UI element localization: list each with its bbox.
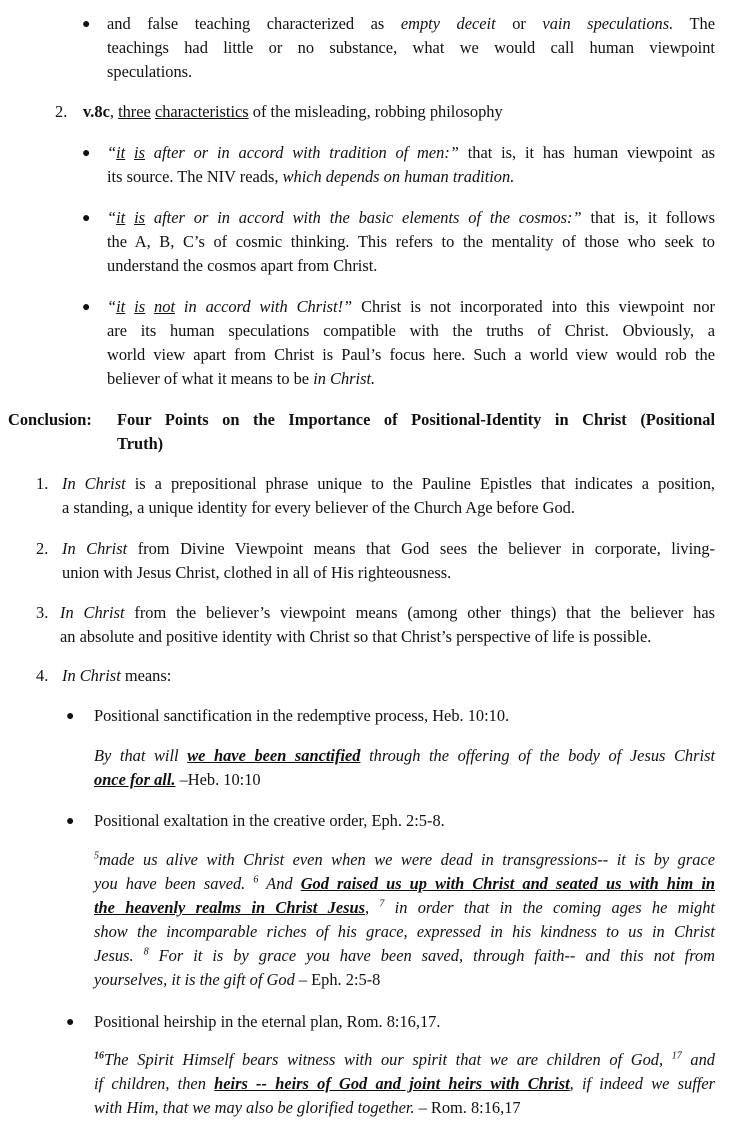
point-3: In Christ from the believer’s viewpoint means (among other things) that the believer has an absolute and positive identity with Christ so that Christ’s perspective of life is possible.: [60, 603, 715, 646]
heading-v8c: v.8c, three characteristics of the misleading, robbing philosophy: [83, 102, 503, 121]
list-number: 4.: [36, 666, 49, 685]
verse-heb-10-10: By that will we have been sanctified through the offering of the body of Jesus Christ once for all. –Heb. 10:10: [94, 746, 715, 789]
sanctification-heading: Positional sanctification in the redemptive process, Heb. 10:10.: [94, 706, 510, 725]
verse-rom-8-16-17: $^{16}$The Spirit Himself bears witness with our spirit that we are children of God, $^{17}$ and if children, then heirs -- heirs of God and joint heirs with Christ, if indeed we suffer with Him, that we may also be glorified together. – Rom. 8:16,17: [94, 1050, 716, 1117]
conclusion-title: Four Points on the Importance of Positional-Identity in Christ (Positional Truth): [117, 410, 715, 453]
verse-eph-2-5-8: $^5$made us alive with Christ even when we were dead in transgressions-- it is by grace you have been saved. $^6$ And God raised us up with Christ and seated us with him in the heavenly realms in Christ Jesus, $^7$ in order that in the coming ages he might show the incomparable riches of his grace, expressed in his kindness to us in Christ Jesus. $^8$ For it is by grace you have been saved, through faith-- and this not from yourselves, it is the gift of God – Eph. 2:5-8: [94, 850, 716, 989]
exaltation-heading: Positional exaltation in the creative order, Eph. 2:5-8.: [94, 811, 445, 830]
point-2: In Christ from Divine Viewpoint means that God sees the believer in corporate, living- union with Jesus Christ, clothed in all of His righteousness.: [62, 539, 715, 582]
bullet: ●: [82, 300, 91, 315]
bullet: ●: [82, 211, 91, 226]
bullet: ●: [82, 146, 91, 161]
list-number: 2.: [36, 539, 49, 558]
list-number: 1.: [36, 474, 49, 493]
characteristic-3: “it is not in accord with Christ!” Christ is not incorporated into this viewpoint nor are its human speculations compatible with the truths of Christ. Obviously, a world view apart from Christ is Paul’s focus here. Such a world view would rob the believer of what it means to be in Christ.: [107, 297, 715, 388]
heirship-heading: Positional heirship in the eternal plan, Rom. 8:16,17.: [94, 1012, 441, 1031]
bullet: ●: [82, 17, 91, 32]
paragraph-empty-deceit: and false teaching characterized as empty deceit or vain speculations. The teachings had little or no substance, what we would call human viewpoint speculations.: [107, 14, 715, 81]
bullet: ●: [66, 709, 75, 724]
list-number: 3.: [36, 603, 49, 622]
bullet: ●: [66, 1015, 75, 1030]
list-number: 2.: [55, 102, 68, 121]
characteristic-1: “it is after or in accord with tradition of men:” that is, it has human viewpoint as its source. The NIV reads, which depends on human tradition.: [107, 143, 715, 186]
point-1: In Christ is a prepositional phrase unique to the Pauline Epistles that indicates a position, a standing, a unique identity for every believer of the Church Age before God.: [62, 474, 715, 517]
characteristic-2: “it is after or in accord with the basic elements of the cosmos:” that is, it follows the A, B, C’s of cosmic thinking. This refers to the mentality of those who seek to understand the cosmos apart from Christ.: [107, 208, 715, 275]
point-4: In Christ means:: [62, 666, 172, 685]
bullet: ●: [66, 814, 75, 829]
conclusion-label: Conclusion:: [8, 410, 92, 429]
